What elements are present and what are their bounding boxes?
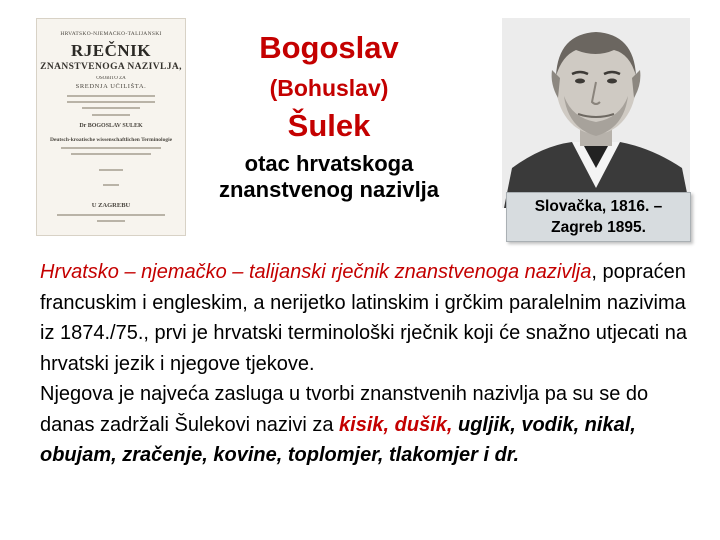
book-text-line: [67, 95, 155, 97]
highlighted-terms: kisik, dušik,: [339, 413, 453, 436]
book-place: U ZAGREBU: [91, 202, 131, 209]
book-text-line: [61, 147, 161, 149]
book-line: OSOBITO ZA: [96, 76, 126, 81]
book-text-line: [97, 220, 125, 222]
book-text-line: [103, 184, 119, 186]
caption-line: Zagreb 1895.: [551, 219, 646, 236]
book-line: HRVATSKO-NJEMAČKO-TALIJANSKI: [60, 31, 162, 37]
paragraph-text: , popraćen francuskim i engleskim, a nerijetko latinskim i grčkim paralelnim nazivima iz 1874./75., prvi je hrvatski terminološki rječnik koji će snažno utjecati na hrvatski jezik i njegove tjekove.: [40, 261, 687, 375]
book-title: RJEČNIK: [70, 41, 151, 60]
book-text-line: [57, 214, 165, 216]
title-first-name: Bogoslav: [259, 30, 399, 65]
book-text-line: [82, 107, 140, 109]
book-line: SREDNJA UČILIŠTA.: [75, 83, 147, 90]
book-author: Dr BOGOSLAV ŠULEK: [79, 123, 143, 129]
portrait-image: [502, 18, 690, 208]
title-last-name: Šulek: [287, 108, 371, 143]
book-title-page-image: [36, 18, 186, 236]
dictionary-title: Hrvatsko – njemačko – talijanski rječnik znanstvenoga nazivlja: [40, 261, 592, 283]
book-subtitle: ZNANSTVENOGA NAZIVLJA,: [40, 62, 182, 72]
book-text-line: [92, 114, 130, 116]
body-text: [40, 257, 690, 471]
paragraph-contribution: [40, 379, 690, 471]
portrait-drawing: [502, 18, 690, 208]
book-text-line: [67, 101, 155, 103]
subtitle: otac hrvatskoga znanstvenog nazivlja: [218, 151, 440, 202]
title-alt-name: (Bohuslav): [269, 75, 389, 101]
paragraph-dictionary: [40, 257, 690, 379]
paragraph-text: Njegova je najveća zasluga u tvorbi znanstvenih nazivlja pa su se do danas zadržali Šulekovi nazivi za: [40, 383, 649, 436]
portrait-caption: [506, 192, 691, 242]
terms-list: ugljik, vodik, nikal, obujam, zračenje, kovine, toplomjer, tlakomjer i dr.: [40, 413, 636, 466]
book-german-title: Deutsch-kroatische wissenschaftlichen Terminologie: [49, 137, 173, 143]
book-text-line: [71, 153, 151, 155]
book-text-line: [99, 169, 123, 171]
caption-line: Slovačka, 1816. –: [534, 198, 663, 215]
